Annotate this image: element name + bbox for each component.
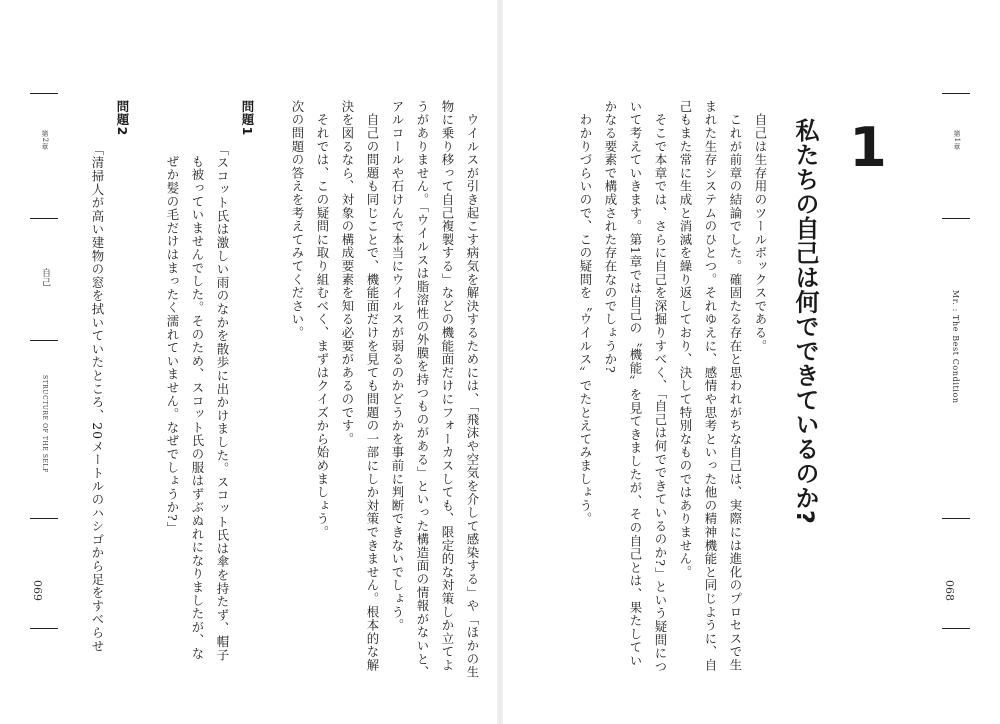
right-chapter-label: 第1章: [953, 130, 961, 151]
problem-1-line-2: も被っていませんでした。そのため、スコット氏の服はずぶぬれになりましたが、な: [190, 155, 205, 661]
left-margin-rule-end: [30, 628, 58, 629]
problem-2-label: 問題2: [115, 100, 130, 137]
left-margin-rule-bottom: [30, 518, 58, 519]
left-margin-rule-mid: [30, 218, 58, 219]
page-gutter: [497, 0, 503, 724]
left-running-subtitle: STRUCTURE OF THE SELF: [41, 375, 48, 473]
problem-1-label: 問題1: [240, 100, 255, 137]
right-folio: 068: [943, 580, 956, 601]
left-line-6: 決を図るなら、対象の構成要素を知る必要があるのです。: [340, 100, 355, 446]
right-margin-rule-mid: [942, 218, 970, 219]
problem-2-line-1: 「清掃人が高い建物の窓を拭いていたところ、20メートルのハシゴから足をすべらせ: [90, 143, 105, 653]
left-folio: 069: [31, 580, 44, 601]
right-margin-rule-end: [942, 628, 970, 629]
right-running-title: Mr. : The Best Condition: [951, 290, 960, 404]
right-line-3: まれた生存システムのひとつ。それゆえに、感情や思考といった他の精神機能と同じように、自: [703, 100, 718, 672]
right-line-4: 己もまた常に生成と消滅を繰り返しており、決して特別なものではありません。: [678, 100, 693, 579]
left-line-5: 自己の問題も同じことで、機能面だけを見ても問題の一部にしか対策できません。根本的な解: [365, 100, 380, 672]
left-running-title: 自己: [40, 268, 50, 288]
right-line-2: これが前章の結論でした。確固たる存在と思われがちな自己は、実際には進化のプロセスで生: [728, 100, 743, 672]
right-margin-rule-bottom: [942, 518, 970, 519]
problem-1-line-1: 「スコット氏は激しい雨のなかを散歩に出かけました。スコット氏は傘を持たず、帽子: [215, 143, 230, 662]
right-line-8: わかりづらいので、この疑問を〝ウイルス〟でたとえてみましょう。: [578, 100, 593, 526]
left-line-8: 次の問題の答えを考えてみてください。: [290, 100, 305, 340]
chapter-title: 私たちの自己は何でできているのか?: [791, 118, 819, 525]
right-margin-rule-top: [942, 93, 970, 94]
chapter-number: 1: [849, 116, 887, 179]
left-line-3: うがありません。「ウイルスは脂溶性の外膜を持つものがある」といった構造面の情報がないと、: [415, 100, 430, 679]
left-line-1: ウイルスが引き起こす病気を解決するためには、「飛沫や空気を介して感染する」や「ほかの生: [465, 100, 480, 679]
right-line-7: かなる要素で構成された存在なのでしょうか?: [603, 100, 618, 374]
right-line-6: いて考えていきます。第1章では自己の〝機能〟を見てきましたが、その自己とは、果たしてい: [628, 100, 643, 668]
left-line-7: それでは、この疑問に取り組むべく、まずはクイズから始めましょう。: [315, 100, 330, 539]
left-margin-rule-top: [30, 93, 58, 94]
problem-1-line-3: ぜか髪の毛だけはまったく濡れていません。なぜでしょうか?」: [165, 155, 180, 535]
left-chapter-label: 第2章: [41, 130, 49, 151]
right-line-5: そこで本章では、さらに自己を深掘りすべく、「自己は何でできているのか?」という疑問につ: [653, 100, 668, 674]
right-line-1: 自己は生存用のツールボックスである。: [753, 100, 768, 353]
left-line-4: アルコールや石けんで本当にウイルスが弱るのかどうかを事前に判断できないでしょう。: [390, 100, 405, 632]
left-margin-rule-sub: [30, 340, 58, 341]
left-line-2: 物に乗り移って自己複製する」などの機能面だけにフォーカスしても、限定的な対策しか立てよ: [440, 100, 455, 672]
